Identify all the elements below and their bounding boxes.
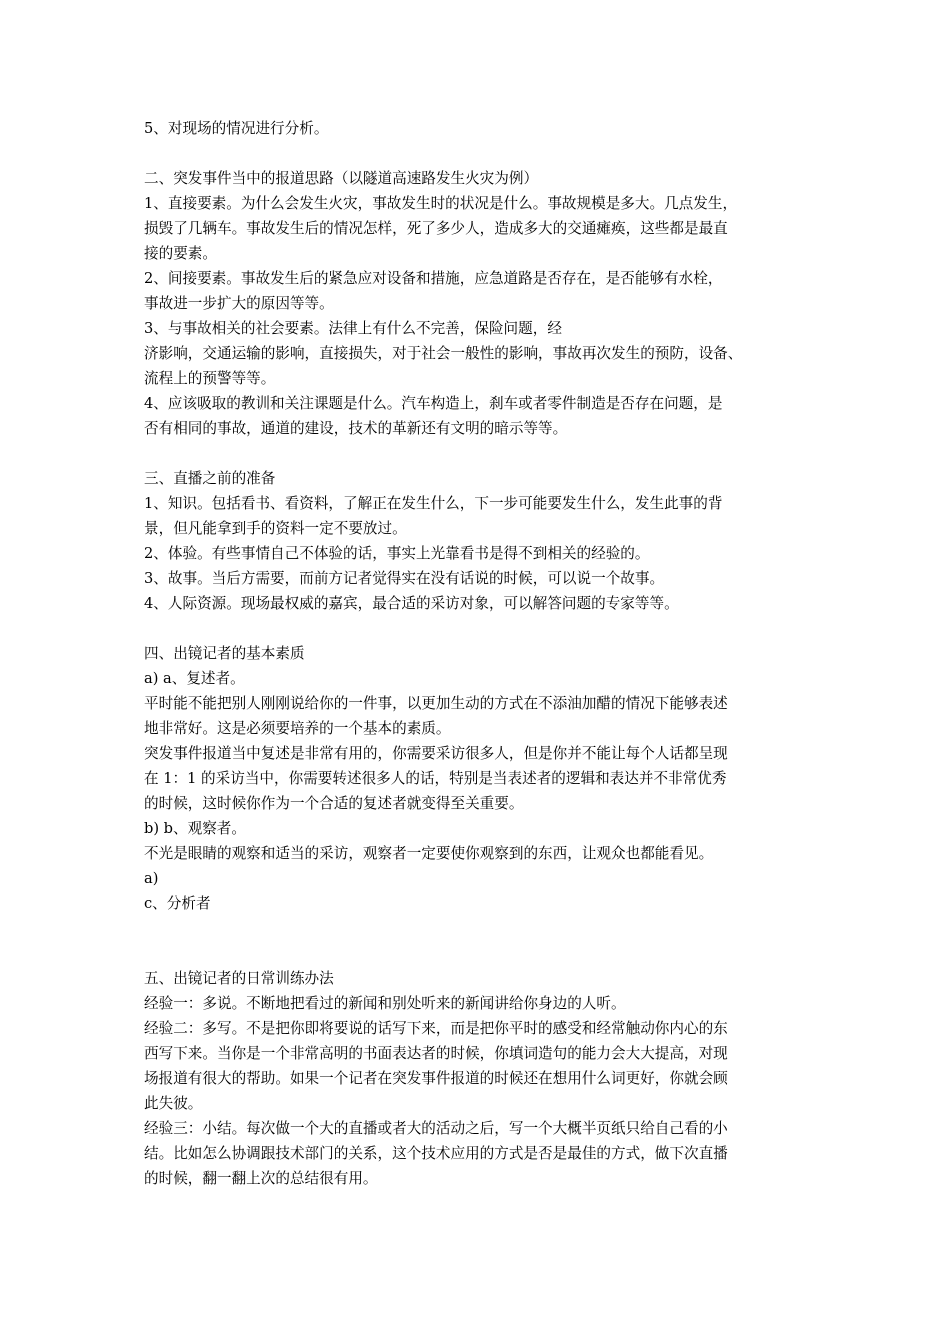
text-line: 经验三：小结。每次做一个大的直播或者大的活动之后，写一个大概半页纸只给自己看的小 bbox=[144, 1120, 728, 1137]
text-line: b) b、观察者。 bbox=[144, 820, 246, 837]
text-line: 此失彼。 bbox=[144, 1095, 203, 1112]
text-line: 3、与事故相关的社会要素。法律上有什么不完善，保险问题，经 bbox=[144, 320, 562, 337]
text-line: 损毁了几辆车。事故发生后的情况怎样，死了多少人，造成多大的交通瘫痪，这些都是最直 bbox=[144, 220, 728, 237]
document-page bbox=[144, 116, 810, 1191]
text-line: 突发事件报道当中复述是非常有用的，你需要采访很多人，但是你并不能让每个人话都呈现 bbox=[144, 745, 728, 762]
text-line: 3、故事。当后方需要，而前方记者觉得实在没有话说的时候，可以说一个故事。 bbox=[144, 570, 665, 587]
blank-line bbox=[144, 616, 810, 641]
blank-line bbox=[144, 441, 810, 466]
text-line: 4、人际资源。现场最权威的嘉宾，最合适的采访对象，可以解答问题的专家等等。 bbox=[144, 595, 679, 612]
text-line: a) bbox=[144, 870, 159, 887]
text-line: 2、体验。有些事情自己不体验的话，事实上光靠看书是得不到相关的经验的。 bbox=[144, 545, 650, 562]
text-line: 1、知识。包括看书、看资料，了解正在发生什么，下一步可能要发生什么，发生此事的背 bbox=[144, 495, 723, 512]
section-heading: 五、出镜记者的日常训练办法 bbox=[144, 970, 334, 987]
text-line: 5、对现场的情况进行分析。 bbox=[144, 120, 329, 137]
text-line: 的时候，这时候你作为一个合适的复述者就变得至关重要。 bbox=[144, 795, 524, 812]
text-line: 结。比如怎么协调跟技术部门的关系，这个技术应用的方式是否是最佳的方式，做下次直播 bbox=[144, 1145, 728, 1162]
text-line: 在 1：1 的采访当中，你需要转述很多人的话，特别是当表述者的逻辑和表达并不非常优秀 bbox=[144, 770, 727, 787]
text-line: a) a、复述者。 bbox=[144, 670, 245, 687]
section-heading: 三、直播之前的准备 bbox=[144, 470, 276, 487]
text-line: 经验二：多写。不是把你即将要说的话写下来，而是把你平时的感受和经常触动你内心的东 bbox=[144, 1020, 728, 1037]
text-line: 不光是眼睛的观察和适当的采访，观察者一定要使你观察到的东西，让观众也都能看见。 bbox=[144, 845, 714, 862]
text-line: 流程上的预警等等。 bbox=[144, 370, 276, 387]
text-line: 否有相同的事故，通道的建设，技术的革新还有文明的暗示等等。 bbox=[144, 420, 568, 437]
section-heading: 二、突发事件当中的报道思路（以隧道高速路发生火灾为例） bbox=[144, 170, 539, 187]
text-line: 景，但凡能拿到手的资料一定不要放过。 bbox=[144, 520, 407, 537]
text-line: 4、应该吸取的教训和关注课题是什么。汽车构造上，刹车或者零件制造是否存在问题，是 bbox=[144, 395, 723, 412]
text-line: 地非常好。这是必须要培养的一个基本的素质。 bbox=[144, 720, 451, 737]
text-line: 济影响，交通运输的影响，直接损失，对于社会一般性的影响，事故再次发生的预防，设备、 bbox=[144, 345, 743, 362]
section-heading: 四、出镜记者的基本素质 bbox=[144, 645, 305, 662]
text-line: 西写下来。当你是一个非常高明的书面表达者的时候，你填词造句的能力会大大提高，对现 bbox=[144, 1045, 728, 1062]
text-line: 1、直接要素。为什么会发生火灾，事故发生时的状况是什么。事故规模是多大。几点发生， bbox=[144, 195, 738, 212]
text-line: 场报道有很大的帮助。如果一个记者在突发事件报道的时候还在想用什么词更好，你就会顾 bbox=[144, 1070, 728, 1087]
text-line: 接的要素。 bbox=[144, 245, 217, 262]
text-line: c、分析者 bbox=[144, 895, 211, 912]
text-line: 的时候，翻一翻上次的总结很有用。 bbox=[144, 1170, 378, 1187]
text-line: 2、间接要素。事故发生后的紧急应对设备和措施，应急道路是否存在，是否能够有水栓， bbox=[144, 270, 723, 287]
blank-line bbox=[144, 941, 810, 966]
blank-line bbox=[144, 141, 810, 166]
text-line: 经验一：多说。不断地把看过的新闻和别处听来的新闻讲给你身边的人听。 bbox=[144, 995, 626, 1012]
blank-line bbox=[144, 916, 810, 941]
text-line: 事故进一步扩大的原因等等。 bbox=[144, 295, 334, 312]
text-line: 平时能不能把别人刚刚说给你的一件事，以更加生动的方式在不添油加醋的情况下能够表述 bbox=[144, 695, 728, 712]
